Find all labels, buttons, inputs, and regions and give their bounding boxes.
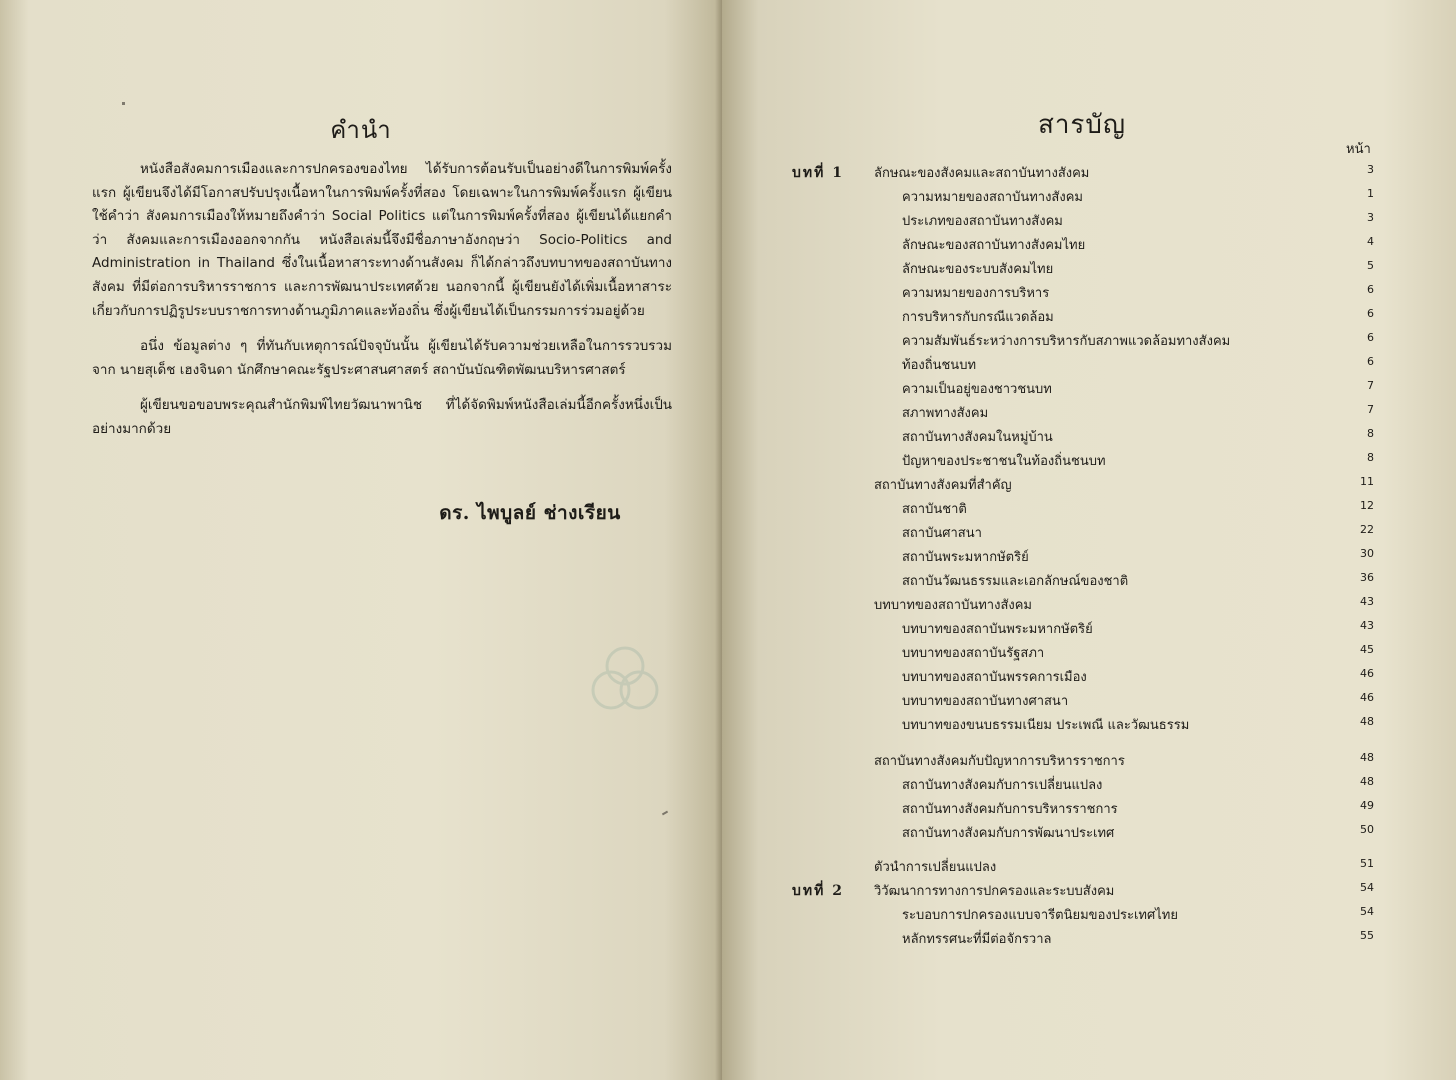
toc-row [722,546,1456,568]
preface-paragraph: หนังสือสังคมการเมืองและการปกครองของไทย ได้รับการต้อนรับเป็นอย่างดีในการพิมพ์ครั้งแรก ผู้เขียนจึงได้มีโอกาสปรับปรุงเนื้อหาในการพิมพ์ครั้งที่สอง โดยเฉพาะในการพิมพ์ครั้งแรก ผู้เขียนใช้คำว่า สังคมการเมืองให้หมายถึงคำว่า Social Politics แต่ในการพิมพ์ครั้งที่สอง ผู้เขียนได้แยกคำว่า สังคมและการเมืองออกจากกัน หนังสือเล่มนี้จึงมีชื่อภาษาอังกฤษว่า Socio-Politics and Administration in Thailand ซึ่งในเนื้อหาสาระทางด้านสังคม ก็ได้กล่าวถึงบทบาทของสถาบันทางสังคม ที่มีต่อการบริหารราชการ และการพัฒนาประเทศด้วย นอกจากนี้ ผู้เขียนยังได้เพิ่มเนื้อหาสาระเกี่ยวกับการปฏิรูประบบราชการทางด้านภูมิภาคและท้องถิ่น ซึ่งผู้เขียนได้เป็นกรรมการร่วมอยู่ด้วย [92,161,672,319]
toc-entry-title: ความเป็นอยู่ของชาวชนบท [902,382,1052,397]
preface-paragraph: อนึ่ง ข้อมูลต่าง ๆ ที่ทันกับเหตุการณ์ปัจจุบันนั้น ผู้เขียนได้รับความช่วยเหลือในการรวบรวมจาก นายสุเด็ช เฮงจินดา นักศึกษาคณะรัฐประศาสนศาสตร์ สถาบันบัณฑิตพัฒนบริหารศาสตร์ [92,338,672,378]
toc-page-number: 43 [1360,619,1374,632]
toc-row [722,474,1456,496]
toc-row [722,928,1456,950]
toc-entry-title: บทบาทของสถาบันพรรคการเมือง [902,670,1087,685]
toc-entry-title: การบริหารกับกรณีแวดล้อม [902,310,1054,325]
toc-row [722,714,1456,736]
toc-entry-title: สถาบันวัฒนธรรมและเอกลักษณ์ของชาติ [902,574,1129,589]
toc-entry-title: บทบาทของสถาบันทางศาสนา [902,694,1069,709]
toc-row [722,642,1456,664]
publisher-emblem-icon [585,640,665,720]
toc-page-number: 30 [1360,547,1374,560]
toc-row [722,798,1456,820]
toc-page-number: 22 [1360,523,1374,536]
toc-entry-title: ลักษณะของสถาบันทางสังคมไทย [902,238,1086,253]
toc-entry-title: สถาบันชาติ [902,502,967,517]
toc-page-number: 7 [1367,379,1374,392]
toc-row [722,426,1456,448]
toc-page-number: 48 [1360,715,1374,728]
toc-row [722,402,1456,424]
toc-entry-title: สถาบันศาสนา [902,526,982,541]
toc-entry-title: สถาบันทางสังคมกับการบริหารราชการ [902,802,1118,817]
toc-row [722,282,1456,304]
toc-row [722,306,1456,328]
toc-entry-title: บทบาทของขนบธรรมเนียม ประเพณี และวัฒนธรรม [902,718,1190,733]
toc-row [722,880,1456,902]
ink-speck [122,102,125,105]
toc-page-number: 3 [1367,163,1374,176]
toc-row [722,618,1456,640]
toc-entry-title: ปัญหาของประชาชนในท้องถิ่นชนบท [902,454,1106,469]
toc-entry-title: ตัวนำการเปลี่ยนแปลง [874,860,997,875]
toc-page-number: 49 [1360,799,1374,812]
toc-page-number: 43 [1360,595,1374,608]
toc-entry-title: ลักษณะของระบบสังคมไทย [902,262,1054,277]
toc-page-number: 7 [1367,403,1374,416]
toc-page-number: 8 [1367,427,1374,440]
toc-page-number: 8 [1367,451,1374,464]
toc-row [722,774,1456,796]
toc-entry-title: สถาบันทางสังคมที่สำคัญ [874,478,1012,493]
toc-page-number: 6 [1367,355,1374,368]
ink-speck [662,811,668,816]
toc-page-number: 6 [1367,331,1374,344]
toc-entry-title: สถาบันทางสังคมกับการเปลี่ยนแปลง [902,778,1103,793]
toc-entry-title: วิวัฒนาการทางการปกครองและระบบสังคม [874,884,1115,899]
preface-body [92,158,672,454]
toc-row [722,498,1456,520]
toc-chapter-label: บทที่ 1 [792,165,844,181]
toc-entry-title: ท้องถิ่นชนบท [902,358,977,373]
author-signature: ดร. ไพบูลย์ ช่างเรียน [439,502,621,524]
toc-entry-title: ความหมายของการบริหาร [902,286,1050,301]
toc-page-number: 11 [1360,475,1374,488]
page-column-label: หน้า [1346,142,1371,157]
toc-entry-title: สถาบันทางสังคมกับการพัฒนาประเทศ [902,826,1115,841]
toc-row [722,258,1456,280]
toc-page-number: 1 [1367,187,1374,200]
toc-row [722,570,1456,592]
toc-page-number: 46 [1360,691,1374,704]
toc-page-number: 45 [1360,643,1374,656]
toc-row [722,162,1456,184]
toc-page-number: 6 [1367,283,1374,296]
toc-entry-title: สภาพทางสังคม [902,406,989,421]
toc-page-number: 12 [1360,499,1374,512]
toc-entry-title: ประเภทของสถาบันทางสังคม [902,214,1063,229]
toc-page-number: 3 [1367,211,1374,224]
toc-page-number: 36 [1360,571,1374,584]
toc-chapter-label: บทที่ 2 [792,883,844,899]
toc-row [722,822,1456,844]
toc-entry-title: ความหมายของสถาบันทางสังคม [902,190,1083,205]
left-page [0,0,722,1080]
toc-row [722,210,1456,232]
toc-page-number: 50 [1360,823,1374,836]
toc-page-number: 4 [1367,235,1374,248]
table-of-contents [722,0,1456,1080]
toc-entry-title: บทบาทของสถาบันพระมหากษัตริย์ [902,622,1093,637]
toc-page-number: 48 [1360,775,1374,788]
toc-page-number: 5 [1367,259,1374,272]
toc-title: สารบัญ [1037,110,1127,140]
toc-entry-title: บทบาทของสถาบันทางสังคม [874,598,1032,613]
toc-page-number: 6 [1367,307,1374,320]
toc-page-number: 54 [1360,881,1374,894]
toc-entry-title: สถาบันพระมหากษัตริย์ [902,550,1029,565]
toc-entry-title: สถาบันทางสังคมกับปัญหาการบริหารราชการ [874,754,1125,769]
toc-row [722,450,1456,472]
toc-row [722,354,1456,376]
toc-page-number: 54 [1360,905,1374,918]
toc-row [722,750,1456,772]
toc-page-number: 55 [1360,929,1374,942]
right-page [722,0,1456,1080]
toc-row [722,666,1456,688]
toc-entry-title: ระบอบการปกครองแบบจารีตนิยมของประเทศไทย [902,908,1178,923]
toc-row [722,522,1456,544]
toc-row [722,594,1456,616]
toc-page-number: 51 [1360,857,1374,870]
toc-entry-title: บทบาทของสถาบันรัฐสภา [902,646,1045,661]
toc-row [722,690,1456,712]
toc-row [722,330,1456,352]
toc-page-number: 46 [1360,667,1374,680]
toc-row [722,378,1456,400]
preface-paragraph: ผู้เขียนขอขอบพระคุณสำนักพิมพ์ไทยวัฒนาพานิช ที่ได้จัดพิมพ์หนังสือเล่มนี้อีกครั้งหนึ่งเป็นอย่างมากด้วย [92,397,672,437]
toc-row [722,234,1456,256]
toc-entry-title: ลักษณะของสังคมและสถาบันทางสังคม [874,166,1090,181]
toc-entry-title: หลักทรรศนะที่มีต่อจักรวาล [902,932,1052,947]
preface-title: คำนำ [330,116,392,144]
toc-entry-title: สถาบันทางสังคมในหมู่บ้าน [902,430,1053,445]
toc-row [722,856,1456,878]
toc-row [722,904,1456,926]
toc-entry-title: ความสัมพันธ์ระหว่างการบริหารกับสภาพแวดล้อมทางสังคม [902,334,1231,349]
toc-page-number: 48 [1360,751,1374,764]
toc-row [722,186,1456,208]
